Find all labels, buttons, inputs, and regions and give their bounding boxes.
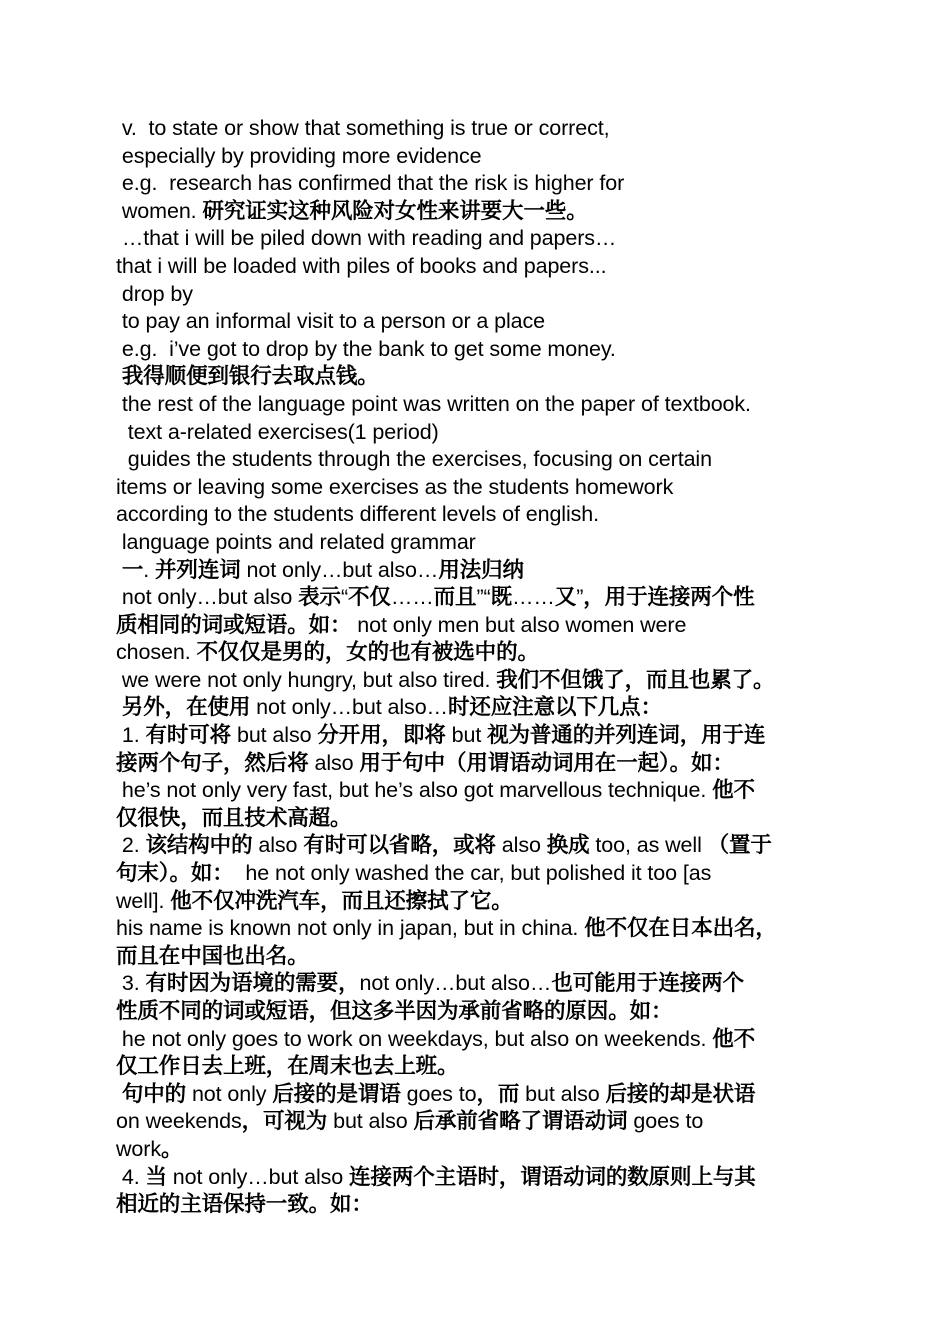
- text-segment: but also: [327, 1109, 414, 1134]
- text-segment-bold: 研究证实这种风险对女性来讲要大一些。: [202, 198, 588, 223]
- text-line: [116, 584, 846, 612]
- text-segment: …that i will be piled down with reading and papers…: [116, 226, 617, 251]
- text-segment: language points and related grammar: [116, 529, 476, 554]
- text-segment: text a-related exercises(1 period): [116, 419, 439, 444]
- text-segment-bold: 他不仅冲洗汽车，而且还擦拭了它。: [170, 888, 513, 913]
- text-segment: items or leaving some exercises as the students homework: [116, 474, 674, 499]
- text-segment-bold: 我们不但饿了，而且也累了。: [496, 667, 775, 692]
- text-segment-bold: 用于句中（用谓语动词用在一起）。如：: [359, 750, 734, 775]
- text-segment: not only: [186, 1081, 273, 1106]
- text-segment-bold: 时还应注意以下几点：: [447, 695, 662, 720]
- text-line: [116, 363, 846, 391]
- text-segment-bold: 而且在中国也出名。: [116, 943, 309, 968]
- text-segment-bold: 他不: [712, 1026, 756, 1051]
- text-segment: 1.: [116, 723, 146, 748]
- text-segment: 2.: [116, 833, 146, 858]
- text-line: [116, 970, 846, 998]
- text-segment: also: [252, 833, 304, 858]
- text-line: [116, 998, 846, 1026]
- text-segment-bold: 后承前省略了谓语动词: [413, 1109, 628, 1134]
- text-segment: not only…but also…: [250, 695, 448, 720]
- text-segment-bold: 他不: [712, 778, 755, 803]
- text-line: [116, 694, 846, 722]
- text-segment-bold: 而且: [433, 585, 477, 610]
- text-line: [116, 639, 846, 667]
- text-segment-bold: ，而: [476, 1081, 520, 1106]
- text-segment: women.: [116, 198, 203, 223]
- text-segment-bold: ，可视为: [241, 1109, 328, 1134]
- text-segment-bold: 有时可将: [145, 723, 232, 748]
- text-segment: chosen.: [116, 640, 197, 665]
- text-line: [116, 198, 846, 226]
- text-segment-bold: 当: [145, 1164, 167, 1189]
- text-segment-bold: 一: [116, 557, 144, 582]
- text-segment-bold: 仅很快，而且技术高超。: [116, 805, 352, 830]
- text-segment-bold: 也可能用于连接两个: [551, 971, 744, 996]
- text-line: [116, 557, 846, 585]
- text-segment-bold: 后接的却是状语: [605, 1081, 756, 1106]
- text-segment: that i will be loaded with piles of books and papers...: [116, 253, 607, 278]
- text-line: [116, 225, 846, 253]
- text-segment-bold: 仅工作日去上班，在周末也去上班。: [116, 1054, 459, 1079]
- text-segment-bold: 该结构中的: [145, 833, 253, 858]
- text-segment-bold: 有时因为语境的需要，: [145, 971, 360, 996]
- text-segment: well].: [116, 888, 171, 913]
- document-page: [116, 115, 846, 1219]
- text-line: [116, 253, 846, 281]
- text-segment-bold: ，用于连接两个性: [583, 585, 755, 610]
- text-segment: guides the students through the exercises, focusing on certain: [116, 447, 712, 472]
- text-segment: too, as well: [589, 833, 708, 858]
- text-segment-bold: 并列连词: [155, 557, 241, 582]
- text-segment: ”: [576, 585, 584, 610]
- text-line: [116, 474, 846, 502]
- text-segment: ……: [512, 585, 555, 610]
- text-segment-bold: 另外，在使用: [116, 695, 251, 720]
- text-segment-bold: （置于: [707, 833, 772, 858]
- text-line: [116, 391, 846, 419]
- text-line: [116, 115, 846, 143]
- text-segment: he not only washed the car, but polished it too [as: [233, 861, 712, 886]
- text-line: [116, 915, 846, 943]
- text-segment: goes to: [400, 1081, 477, 1106]
- text-line: [116, 805, 846, 833]
- text-segment: drop by: [116, 281, 193, 306]
- text-line: [116, 419, 846, 447]
- text-line: [116, 1053, 846, 1081]
- text-line: [116, 750, 846, 778]
- text-line: [116, 501, 846, 529]
- text-segment: but: [445, 723, 488, 748]
- text-segment: not only…but also…: [240, 557, 439, 582]
- text-line: [116, 612, 846, 640]
- text-line: [116, 888, 846, 916]
- text-segment: ……: [390, 585, 434, 610]
- text-segment: but also: [231, 723, 318, 748]
- text-line: [116, 1136, 846, 1164]
- text-segment-bold: 表示: [298, 585, 341, 610]
- text-segment: on weekends: [116, 1109, 242, 1134]
- text-line: [116, 529, 846, 557]
- text-segment-bold: 用法归纳: [438, 557, 524, 582]
- text-segment: goes to: [627, 1109, 704, 1134]
- text-segment-bold: 性质不同的词或短语，但这多半因为承前省略的原因。如：: [116, 999, 673, 1023]
- text-line: [116, 1191, 846, 1219]
- text-line: [116, 170, 846, 198]
- text-line: [116, 722, 846, 750]
- text-segment: to pay an informal visit to a person or a place: [116, 309, 546, 334]
- text-segment-bold: 不仅: [348, 585, 391, 610]
- text-segment-bold: 又: [554, 585, 577, 610]
- text-segment: e.g. research has confirmed that the risk is higher for: [116, 171, 625, 196]
- text-segment-bold: 既: [490, 585, 512, 610]
- text-segment: but also: [519, 1081, 606, 1106]
- text-segment: .: [143, 557, 156, 582]
- text-line: [116, 777, 846, 805]
- text-segment-bold: 他不仅在日本出名，: [584, 916, 777, 941]
- text-segment: work: [116, 1136, 161, 1161]
- text-segment: especially by providing more evidence: [116, 143, 482, 168]
- text-line: [116, 832, 846, 860]
- text-segment: the rest of the language point was written on the paper of textbook.: [116, 391, 751, 416]
- text-segment: v. to state or show that something is true or correct,: [116, 116, 610, 140]
- text-segment-bold: 相近的主语保持一致。如：: [116, 1192, 373, 1217]
- text-segment: 3.: [116, 971, 146, 996]
- text-line: [116, 1026, 846, 1054]
- text-segment-bold: 质相同的词或短语。如：: [116, 612, 352, 637]
- text-segment: “: [340, 585, 349, 610]
- text-segment: ”“: [476, 585, 491, 610]
- text-segment: we were not only hungry, but also tired.: [116, 667, 497, 692]
- text-segment: also: [308, 750, 360, 775]
- text-segment-bold: 连接两个主语时，谓语动词的数原则上与其: [349, 1164, 756, 1189]
- text-segment: not only…but also: [116, 585, 299, 610]
- text-segment: he’s not only very fast, but he’s also got marvellous technique.: [116, 778, 713, 803]
- text-segment: e.g. i’ve got to drop by the bank to get some money.: [116, 336, 616, 361]
- text-segment-bold: 句中的: [116, 1081, 187, 1106]
- text-line: [116, 1108, 846, 1136]
- text-segment-bold: 句末）。如：: [116, 861, 234, 886]
- text-segment-bold: 。: [161, 1136, 183, 1161]
- text-line: [116, 336, 846, 364]
- text-segment: his name is known not only in japan, but in china.: [116, 916, 585, 941]
- text-segment-bold: 视为普通的并列连词，用于连: [487, 723, 766, 748]
- text-segment-bold: 接两个句子，然后将: [116, 750, 309, 775]
- text-segment-bold: 后接的是谓语: [272, 1081, 401, 1106]
- text-segment: not only…but also…: [359, 971, 552, 996]
- text-segment: also: [495, 833, 547, 858]
- text-segment: he not only goes to work on weekdays, but also on weekends.: [116, 1026, 713, 1051]
- text-line: [116, 143, 846, 171]
- text-line: [116, 281, 846, 309]
- text-segment: 4.: [116, 1164, 146, 1189]
- text-line: [116, 1081, 846, 1109]
- text-line: [116, 308, 846, 336]
- text-line: [116, 446, 846, 474]
- text-line: [116, 860, 846, 888]
- text-line: [116, 943, 846, 971]
- text-segment-bold: 我得顺便到银行去取点钱。: [116, 364, 379, 389]
- text-line: [116, 1164, 846, 1192]
- text-segment-bold: 换成: [546, 833, 590, 858]
- text-segment: not only…but also: [166, 1164, 350, 1189]
- text-line: [116, 667, 846, 695]
- text-segment-bold: 不仅仅是男的，女的也有被选中的。: [196, 640, 539, 665]
- text-segment: not only men but also women were: [351, 612, 687, 637]
- text-segment: according to the students different levels of english.: [116, 502, 600, 527]
- text-segment-bold: 分开用，即将: [317, 723, 446, 748]
- text-segment-bold: 有时可以省略，或将: [303, 833, 496, 858]
